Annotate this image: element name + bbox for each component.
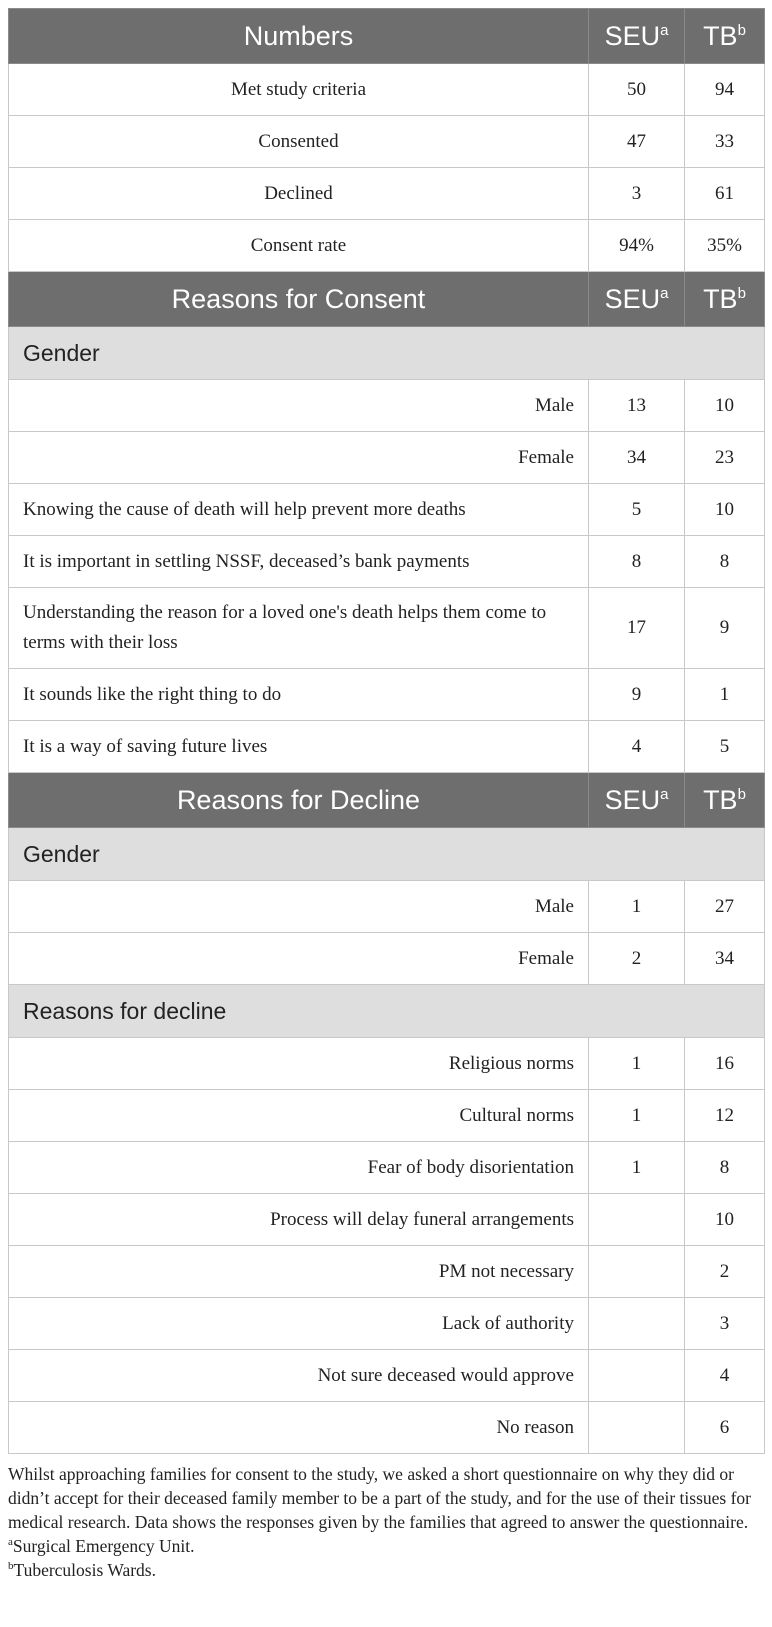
tb-value: 27 xyxy=(685,881,765,933)
seu-value xyxy=(589,1298,685,1350)
table-row xyxy=(9,1402,765,1454)
seu-value xyxy=(589,1350,685,1402)
tb-value: 10 xyxy=(685,1194,765,1246)
row-label: Lack of authority xyxy=(9,1298,589,1350)
seu-value: 1 xyxy=(589,881,685,933)
row-label: Declined xyxy=(9,168,589,220)
seu-value: 1 xyxy=(589,1090,685,1142)
tb-value: 6 xyxy=(685,1402,765,1454)
seu-value: 3 xyxy=(589,168,685,220)
table-row xyxy=(9,116,765,168)
table-row xyxy=(9,380,765,432)
tb-value: 34 xyxy=(685,933,765,985)
seu-value: 94% xyxy=(589,220,685,272)
table-footnote xyxy=(8,1462,764,1582)
table-row xyxy=(9,669,765,721)
row-label: Male xyxy=(9,881,589,933)
col-tb-header: $TB^b$ xyxy=(685,773,765,828)
table-container xyxy=(8,8,764,1582)
seu-value xyxy=(589,1246,685,1298)
tb-value: 16 xyxy=(685,1038,765,1090)
seu-value xyxy=(589,1402,685,1454)
tb-value: 2 xyxy=(685,1246,765,1298)
tb-value: 33 xyxy=(685,116,765,168)
table-row xyxy=(9,220,765,272)
tb-value: 8 xyxy=(685,1142,765,1194)
seu-value: 8 xyxy=(589,536,685,588)
seu-value: 13 xyxy=(589,380,685,432)
numbers-title: Numbers xyxy=(9,9,589,64)
tb-value: 10 xyxy=(685,380,765,432)
col-tb-header: $TB^b$ xyxy=(685,9,765,64)
row-label: Female xyxy=(9,933,589,985)
row-label: It is a way of saving future lives xyxy=(9,721,589,773)
col-seu-header: SEU$^a$ xyxy=(589,272,685,327)
table-row xyxy=(9,484,765,536)
table-row xyxy=(9,1194,765,1246)
row-label: Not sure deceased would approve xyxy=(9,1350,589,1402)
consent-gender-subheader xyxy=(9,327,765,380)
tb-value: 3 xyxy=(685,1298,765,1350)
row-label: Female xyxy=(9,432,589,484)
row-label: Religious norms xyxy=(9,1038,589,1090)
decline-title: Reasons for Decline xyxy=(9,773,589,828)
gender-label: Gender xyxy=(9,828,765,881)
table-row xyxy=(9,1246,765,1298)
table-row xyxy=(9,1350,765,1402)
seu-value: 5 xyxy=(589,484,685,536)
table-row xyxy=(9,64,765,116)
row-label: Met study criteria xyxy=(9,64,589,116)
table-row xyxy=(9,1090,765,1142)
numbers-header-row xyxy=(9,9,765,64)
table-row xyxy=(9,536,765,588)
row-label: It sounds like the right thing to do xyxy=(9,669,589,721)
tb-value: 4 xyxy=(685,1350,765,1402)
col-seu-header: SEU$^a$ xyxy=(589,9,685,64)
seu-value: 17 xyxy=(589,588,685,669)
seu-value: 34 xyxy=(589,432,685,484)
table-row xyxy=(9,933,765,985)
row-label: Fear of body disorientation xyxy=(9,1142,589,1194)
row-label: Consented xyxy=(9,116,589,168)
decline-header-row xyxy=(9,773,765,828)
tb-value: 35% xyxy=(685,220,765,272)
seu-value xyxy=(589,1194,685,1246)
seu-value: 50 xyxy=(589,64,685,116)
seu-value: 1 xyxy=(589,1038,685,1090)
reasons-label: Reasons for decline xyxy=(9,985,765,1038)
decline-gender-subheader xyxy=(9,828,765,881)
col-seu-header: SEU$^a$ xyxy=(589,773,685,828)
tb-value: 94 xyxy=(685,64,765,116)
row-label: Knowing the cause of death will help prevent more deaths xyxy=(9,484,589,536)
tb-value: 5 xyxy=(685,721,765,773)
tb-value: 61 xyxy=(685,168,765,220)
seu-value: 1 xyxy=(589,1142,685,1194)
row-label: PM not necessary xyxy=(9,1246,589,1298)
seu-value: 4 xyxy=(589,721,685,773)
tb-value: 12 xyxy=(685,1090,765,1142)
col-tb-header: $TB^b$ xyxy=(685,272,765,327)
row-label: No reason xyxy=(9,1402,589,1454)
table-row xyxy=(9,168,765,220)
table-row xyxy=(9,881,765,933)
footnote-b: $^b$Tuberculosis Wards. xyxy=(8,1560,156,1580)
consent-table xyxy=(8,8,765,1454)
tb-value: 8 xyxy=(685,536,765,588)
row-label: Process will delay funeral arrangements xyxy=(9,1194,589,1246)
footnote-text: Whilst approaching families for consent to the study, we asked a short questionnaire on why they did or didn’t accept for their deceased family member to be a part of the study, and for the use of their tissues for medical research. Data shows the responses given by the families that agreed to answer the questionnaire. xyxy=(8,1464,752,1532)
consent-header-row xyxy=(9,272,765,327)
row-label: Cultural norms xyxy=(9,1090,589,1142)
table-row xyxy=(9,588,765,669)
row-label: It is important in settling NSSF, deceased’s bank payments xyxy=(9,536,589,588)
gender-label: Gender xyxy=(9,327,765,380)
tb-value: 23 xyxy=(685,432,765,484)
table-row xyxy=(9,1038,765,1090)
decline-reasons-subheader xyxy=(9,985,765,1038)
row-label: Consent rate xyxy=(9,220,589,272)
table-row xyxy=(9,1142,765,1194)
table-row xyxy=(9,432,765,484)
tb-value: 1 xyxy=(685,669,765,721)
seu-value: 2 xyxy=(589,933,685,985)
consent-title: Reasons for Consent xyxy=(9,272,589,327)
row-label: Understanding the reason for a loved one's death helps them come to terms with their loss xyxy=(9,588,589,669)
footnote-a: $^a$Surgical Emergency Unit. xyxy=(8,1536,195,1556)
seu-value: 47 xyxy=(589,116,685,168)
seu-value: 9 xyxy=(589,669,685,721)
tb-value: 10 xyxy=(685,484,765,536)
row-label: Male xyxy=(9,380,589,432)
tb-value: 9 xyxy=(685,588,765,669)
table-row xyxy=(9,721,765,773)
table-row xyxy=(9,1298,765,1350)
